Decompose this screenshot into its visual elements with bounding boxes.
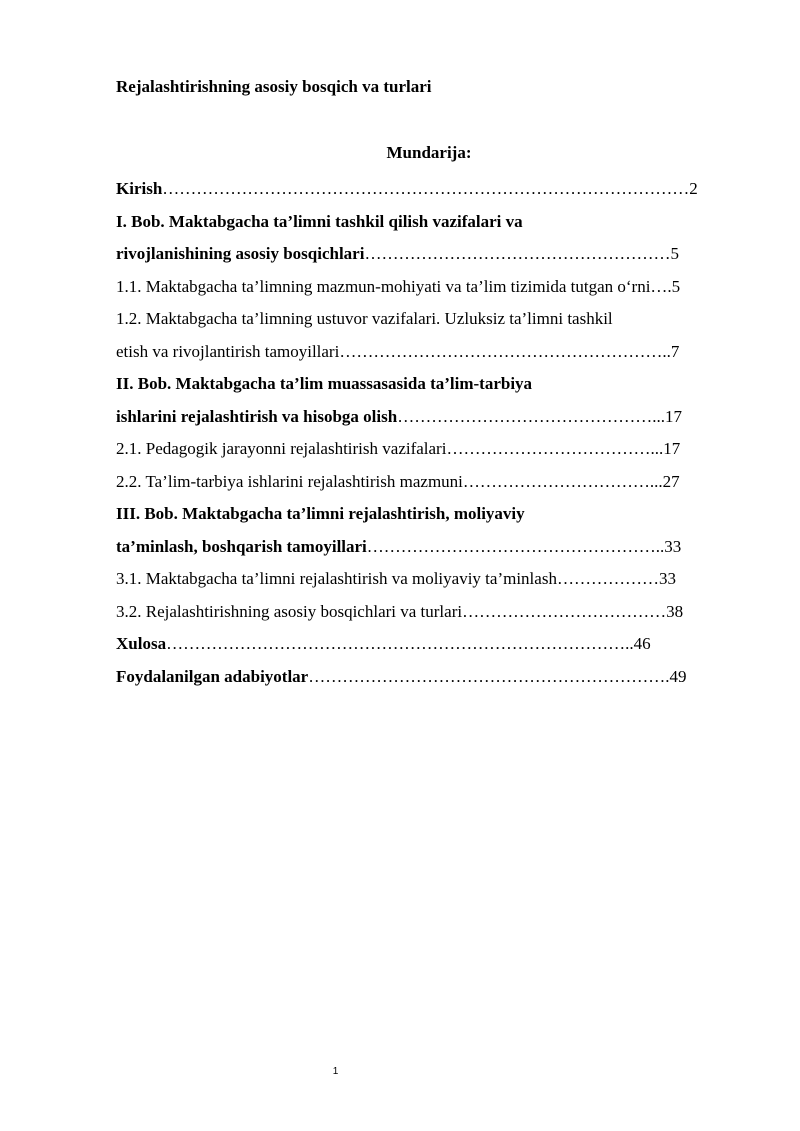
toc-entry-text: etish va rivojlantirish tamoyillari <box>116 341 340 361</box>
toc-leader-dots: ……………………………… <box>462 601 667 621</box>
toc-entry-text: ta’minlash, boshqarish tamoyillari <box>116 536 367 556</box>
toc-entry-1-2 <box>116 303 740 336</box>
toc-entry-text: 1.1. Maktabgacha ta’limning mazmun-mohiyati va ta’lim tizimida tutgan o‘rni <box>116 276 651 296</box>
toc-page-number: 27 <box>662 471 680 491</box>
toc-leader-dots: ……………………………... <box>462 471 663 491</box>
toc-entry-xulosa <box>116 628 740 661</box>
toc-leader-dots: ……………… <box>556 569 659 588</box>
toc-page-number: 38 <box>666 601 684 621</box>
toc-page-number: 17 <box>663 439 681 458</box>
toc-page-number: 2 <box>689 179 698 198</box>
toc-entry-kirish <box>116 173 740 206</box>
toc-leader-dots: ………………………………………………………………………………… <box>162 179 690 198</box>
toc-leader-dots: ……………………………………………………………………….. <box>166 634 634 653</box>
toc-entry-1-2-cont <box>116 336 740 369</box>
toc-entry-chapter-3 <box>116 498 740 531</box>
toc-page-number: 33 <box>658 569 676 588</box>
toc-page-number: 49 <box>669 666 687 686</box>
toc-entry-chapter-2-cont <box>116 401 740 434</box>
table-of-contents <box>116 173 740 693</box>
page-number: 1 <box>332 1066 339 1077</box>
toc-entry-text: 1.2. Maktabgacha ta’limning ustuvor vazifalari. Uzluksiz ta’limni tashkil <box>116 309 613 328</box>
document-title: Rejalashtirishning asosiy bosqich va turlari <box>116 77 432 96</box>
toc-entry-chapter-1-cont <box>116 238 740 271</box>
toc-page-number: 33 <box>664 536 682 556</box>
toc-entry-2-1 <box>116 433 740 466</box>
toc-heading: Mundarija: <box>386 143 472 162</box>
toc-entry-text: II. Bob. Maktabgacha ta’lim muassasasida ta’lim-tarbiya <box>116 374 533 393</box>
toc-entry-references <box>116 661 740 694</box>
toc-entry-text: Foydalanilgan adabiyotlar <box>116 666 309 686</box>
toc-entry-chapter-1 <box>116 206 740 239</box>
toc-leader-dots: ………………………………... <box>446 439 664 458</box>
toc-entry-text: Kirish <box>116 179 163 198</box>
toc-entry-text: III. Bob. Maktabgacha ta’limni rejalashtirish, moliyaviy <box>116 504 525 523</box>
toc-page-number: 17 <box>664 406 682 426</box>
toc-leader-dots: ………………………………………………….. <box>339 341 671 361</box>
toc-leader-dots: ………………………………………………………. <box>308 666 670 686</box>
toc-leader-dots: …………………………………………….. <box>366 536 665 556</box>
toc-entry-chapter-3-cont <box>116 531 740 564</box>
toc-entry-text: 3.2. Rejalashtirishning asosiy bosqichlari va turlari <box>116 601 463 621</box>
toc-page-number: 5 <box>670 244 679 263</box>
toc-entry-text: ishlarini rejalashtirish va hisobga olish <box>116 406 398 426</box>
toc-page-number: 46 <box>633 634 651 653</box>
toc-entry-text: rivojlanishining asosiy bosqichlari <box>116 244 365 263</box>
toc-entry-3-1 <box>116 563 740 596</box>
toc-entry-text: 3.1. Maktabgacha ta’limni rejalashtirish va moliyaviy ta’minlash <box>116 569 557 588</box>
toc-entry-text: Xulosa <box>116 634 167 653</box>
toc-entry-1-1 <box>116 271 740 304</box>
toc-leader-dots: ……………………………………………… <box>364 244 671 263</box>
toc-leader-dots: … <box>650 276 668 296</box>
toc-page-number: .5 <box>667 276 681 296</box>
toc-leader-dots: ………………………………………... <box>397 406 665 426</box>
toc-page-number: 7 <box>670 341 680 361</box>
toc-entry-chapter-2 <box>116 368 740 401</box>
toc-entry-text: 2.2. Ta’lim-tarbiya ishlarini rejalashtirish mazmuni <box>116 471 463 491</box>
toc-entry-2-2 <box>116 466 740 499</box>
toc-entry-text: I. Bob. Maktabgacha ta’limni tashkil qilish vazifalari va <box>116 211 523 231</box>
toc-entry-text: 2.1. Pedagogik jarayonni rejalashtirish vazifalari <box>116 439 447 458</box>
toc-entry-3-2 <box>116 596 740 629</box>
